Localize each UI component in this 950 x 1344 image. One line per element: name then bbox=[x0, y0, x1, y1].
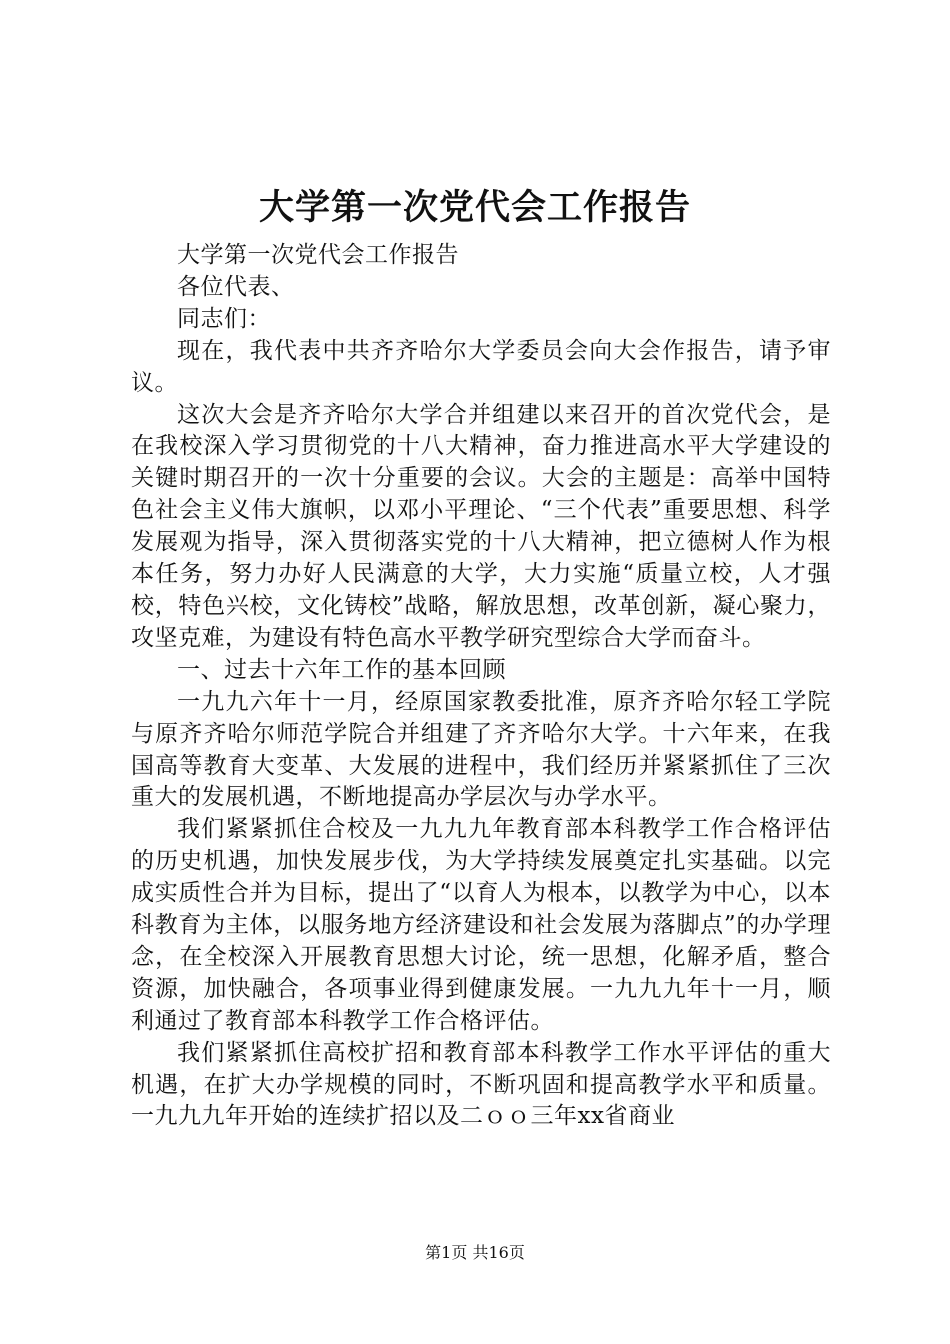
paragraph-expansion-opportunity: 我们紧紧抓住高校扩招和教育部本科教学工作水平评估的重大机遇，在扩大办学规模的同时，不断巩固和提高教学水平和质量。一九九九年开始的连续扩招以及二ｏｏ三年xx省商业 bbox=[131, 1039, 831, 1130]
section-heading-review: 一、过去十六年工作的基本回顾 bbox=[177, 656, 506, 683]
document-body bbox=[131, 240, 831, 1133]
page-footer bbox=[0, 1241, 950, 1265]
paragraph-salutation-delegates: 各位代表、 bbox=[177, 273, 295, 300]
page-number: 第1页 bbox=[425, 1243, 468, 1262]
paragraph-opening: 现在，我代表中共齐齐哈尔大学委员会向大会作报告，请予审议。 bbox=[131, 337, 831, 396]
document-title: 大学第一次党代会工作报告 bbox=[258, 187, 691, 228]
page-total: 共16页 bbox=[472, 1243, 525, 1262]
paragraph-salutation-comrades: 同志们： bbox=[177, 305, 271, 332]
paragraph-history: 一九九六年十一月，经原国家教委批准，原齐齐哈尔轻工学院与原齐齐哈尔师范学院合并组建了齐齐哈尔大学。十六年来，在我国高等教育大变革、大发展的进程中，我们经历并紧紧抓住了三次重大的发展机遇，不断地提高办学层次与办学水平。 bbox=[131, 688, 831, 811]
paragraph-theme: 这次大会是齐齐哈尔大学合并组建以来召开的首次党代会，是在我校深入学习贯彻党的十八大精神，奋力推进高水平大学建设的关键时期召开的一次十分重要的会议。大会的主题是：高举中国特色社会主义伟大旗帜，以邓小平理论、“三个代表”重要思想、科学发展观为指导，深入贯彻落实党的十八大精神，把立德树人作为根本任务，努力办好人民满意的大学，大力实施“质量立校，人才强校，特色兴校，文化铸校”战略，解放思想，改革创新，凝心聚力，攻坚克难，为建设有特色高水平教学研究型综合大学而奋斗。 bbox=[131, 401, 831, 651]
paragraph-subtitle: 大学第一次党代会工作报告 bbox=[177, 242, 459, 268]
paragraph-merger-opportunity: 我们紧紧抓住合校及一九九九年教育部本科教学工作合格评估的历史机遇，加快发展步伐，为大学持续发展奠定扎实基础。以完成实质性合并为目标，提出了“以育人为根本，以教学为中心，以本科教育为主体，以服务地方经济建设和社会发展为落脚点”的办学理念，在全校深入开展教育思想大讨论，统一思想，化解矛盾，整合资源，加快融合，各项事业得到健康发展。一九九九年十一月，顺利通过了教育部本科教学工作合格评估。 bbox=[131, 816, 831, 1034]
